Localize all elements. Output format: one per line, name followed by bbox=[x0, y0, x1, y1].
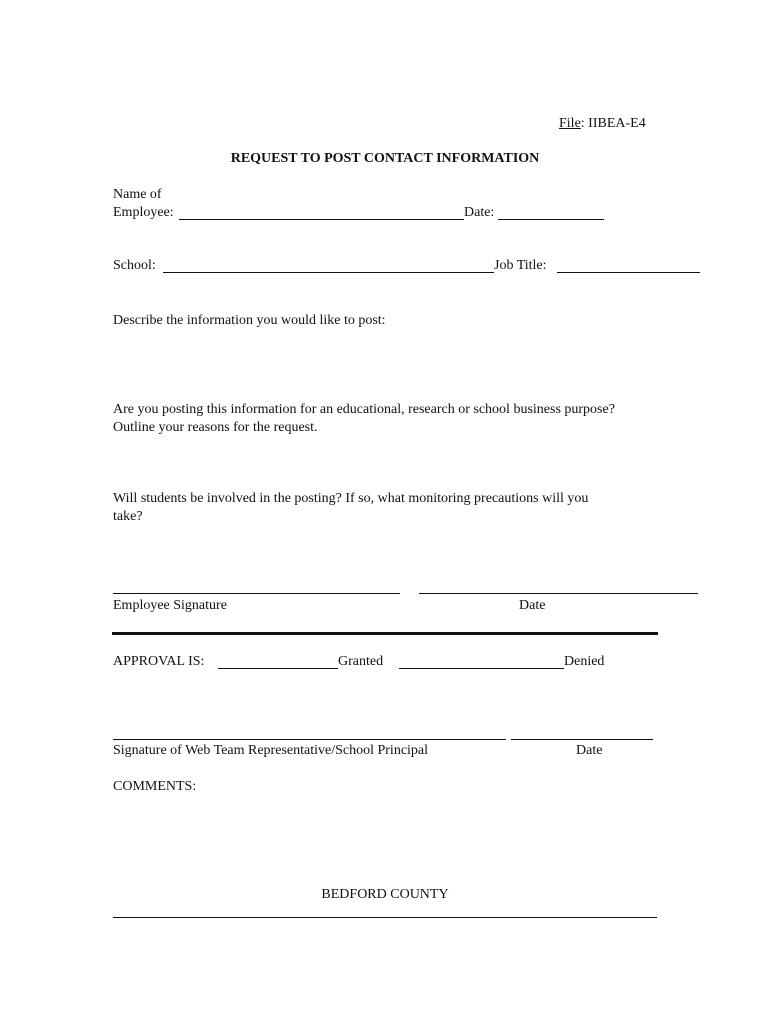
comments-label: COMMENTS: bbox=[113, 779, 197, 794]
employee-name-field[interactable] bbox=[179, 219, 464, 220]
file-code: : IIBEA-E4 bbox=[580, 116, 646, 131]
purpose-question-line2: Outline your reasons for the request. bbox=[113, 420, 318, 435]
date-field[interactable] bbox=[498, 219, 604, 220]
employee-date-label: Date bbox=[519, 598, 546, 613]
job-title-field[interactable] bbox=[557, 272, 700, 273]
file-reference bbox=[559, 116, 646, 132]
name-label-line1: Name of bbox=[113, 187, 162, 202]
principal-signature-label: Signature of Web Team Representative/School Principal bbox=[113, 743, 429, 758]
job-title-label: Job Title: bbox=[494, 258, 547, 273]
school-field[interactable] bbox=[163, 272, 494, 273]
purpose-question-line1: Are you posting this information for an educational, research or school business purpose? bbox=[113, 402, 615, 417]
file-label: File bbox=[559, 116, 581, 131]
approval-label: APPROVAL IS: bbox=[113, 654, 205, 669]
principal-date-line[interactable] bbox=[511, 739, 653, 740]
granted-field[interactable] bbox=[218, 668, 338, 669]
form-title: REQUEST TO POST CONTACT INFORMATION bbox=[230, 151, 540, 166]
principal-date-label: Date bbox=[576, 743, 603, 758]
school-label: School: bbox=[113, 258, 156, 273]
principal-signature-line[interactable] bbox=[113, 739, 506, 740]
name-label-line2: Employee: bbox=[113, 205, 174, 220]
county-footer: BEDFORD COUNTY bbox=[321, 887, 449, 902]
date-label: Date: bbox=[464, 205, 495, 220]
section-divider bbox=[112, 632, 658, 635]
describe-question: Describe the information you would like to post: bbox=[113, 313, 386, 328]
employee-signature-label: Employee Signature bbox=[113, 598, 227, 613]
employee-date-line[interactable] bbox=[419, 593, 698, 594]
denied-label: Denied bbox=[564, 654, 605, 669]
students-question-line2: take? bbox=[113, 509, 143, 524]
students-question-line1: Will students be involved in the posting? If so, what monitoring precautions will you bbox=[113, 491, 589, 506]
denied-field[interactable] bbox=[399, 668, 564, 669]
granted-label: Granted bbox=[338, 654, 384, 669]
footer-rule bbox=[113, 917, 657, 918]
employee-signature-line[interactable] bbox=[113, 593, 400, 594]
